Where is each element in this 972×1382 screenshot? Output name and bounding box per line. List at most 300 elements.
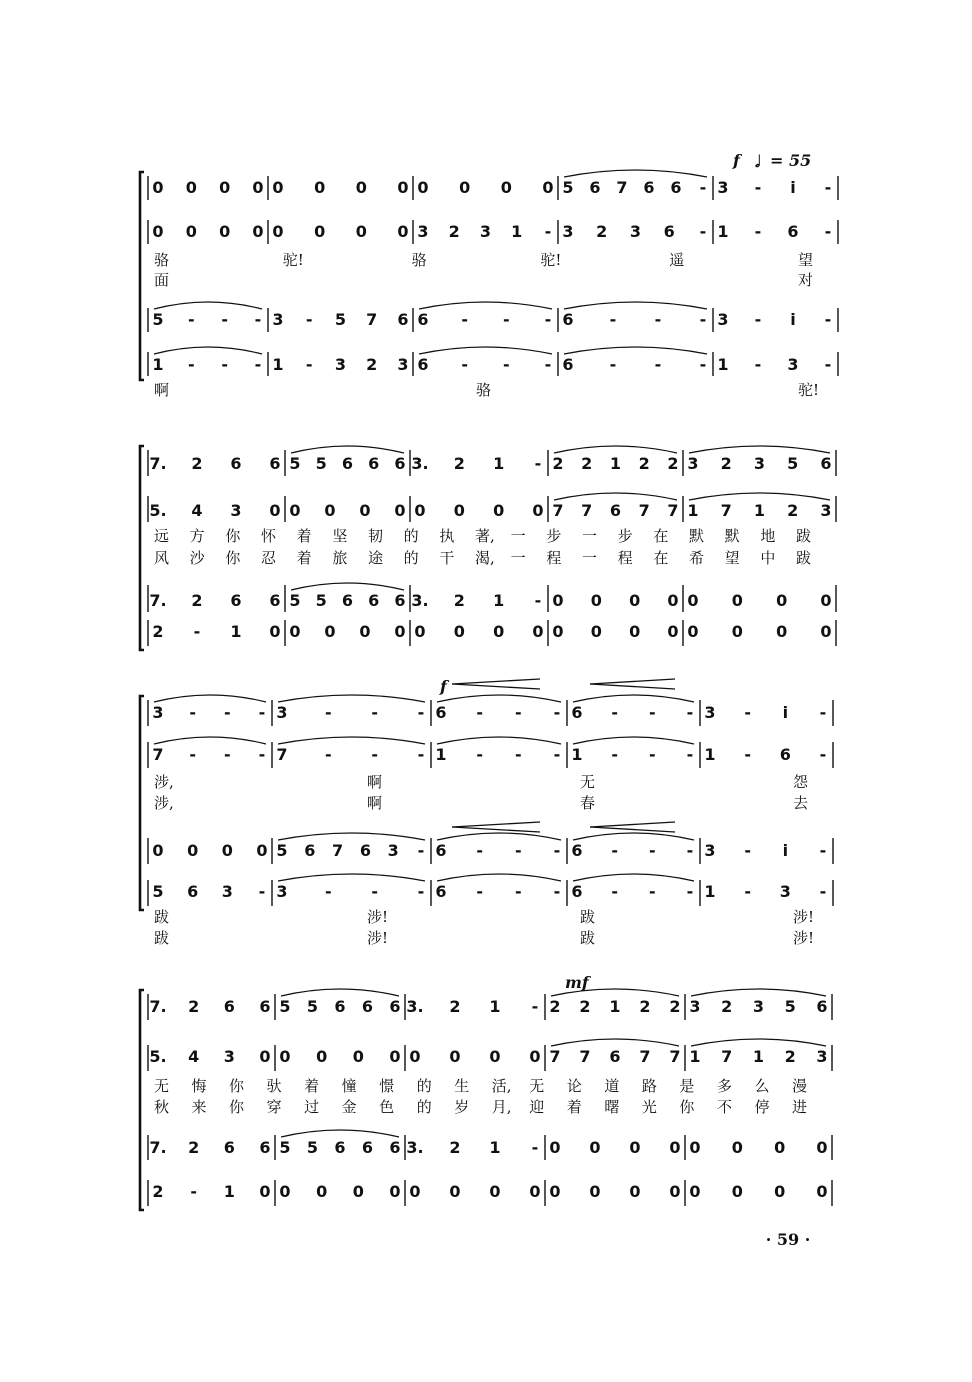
system-bracket [140, 696, 144, 910]
note: 0 [414, 501, 426, 520]
note: 0 [394, 501, 406, 520]
system-1 [140, 170, 838, 399]
note: 5 [289, 591, 301, 610]
lyric-syllable: 跋 [796, 549, 812, 567]
lyric-syllable: 涉! [793, 908, 815, 926]
note: 0 [820, 591, 832, 610]
note: 6 [670, 178, 682, 197]
note: - [819, 703, 827, 722]
lyric-syllable: 途 [368, 549, 384, 567]
note: 0 [529, 1182, 541, 1201]
note: 0 [689, 1138, 701, 1157]
system-bracket [140, 990, 144, 1210]
note: 0 [489, 1182, 501, 1201]
lyric-syllable: 著, [475, 527, 495, 545]
note: - [654, 310, 662, 329]
note: 6 [820, 454, 832, 473]
lyric-syllable: 涉, [154, 773, 174, 791]
note: - [193, 622, 201, 641]
lyric-syllable: 干 [439, 549, 455, 567]
note: 7. [149, 454, 167, 473]
note: 0 [731, 622, 743, 641]
system-bracket [140, 172, 144, 380]
page-number: · 59 · [765, 1230, 811, 1249]
lyric-syllable: 程 [546, 549, 562, 567]
note: 0 [489, 1047, 501, 1066]
note: 1 [689, 1047, 701, 1066]
note: 5 [306, 1138, 319, 1157]
note: 3 [397, 355, 409, 374]
slur [419, 302, 552, 309]
note: 7 [152, 745, 164, 764]
note: 0 [324, 622, 336, 641]
lyric-syllable: 地 [760, 527, 776, 545]
note: 6 [334, 997, 346, 1016]
note: 0 [453, 501, 465, 520]
lyric-syllable: 骆 [476, 381, 492, 399]
note: - [553, 745, 561, 764]
note: 0 [629, 622, 641, 641]
lyric-syllable: 曙 [604, 1098, 620, 1116]
note: 0 [221, 841, 233, 860]
note: 6 [341, 591, 354, 610]
crescendo-hairpin [452, 684, 540, 689]
note: 0 [352, 1047, 364, 1066]
note: 6 [394, 591, 406, 610]
note: 7 [667, 501, 679, 520]
slur [691, 989, 826, 996]
note: 0 [500, 178, 512, 197]
lyric-syllable: 默 [689, 527, 705, 545]
note: - [611, 882, 618, 901]
note: 2 [721, 997, 733, 1016]
note: 0 [269, 501, 281, 520]
lyric-syllable: 方 [189, 527, 205, 545]
note: 6 [643, 178, 655, 197]
system-3 [140, 677, 833, 947]
note: 5 [334, 310, 347, 329]
note: 2 [579, 997, 591, 1016]
lyric-syllable: 一 [582, 527, 598, 545]
note: 0 [589, 1138, 601, 1157]
lyric-syllable: 穿 [266, 1098, 282, 1116]
note: 0 [279, 1047, 291, 1066]
note: 0 [731, 1138, 743, 1157]
lyric-syllable: 一 [510, 527, 526, 545]
note: 0 [185, 178, 197, 197]
note: - [515, 745, 522, 764]
note: 6 [269, 591, 281, 610]
note: 0 [820, 622, 832, 641]
note: 0 [389, 1182, 401, 1201]
note: 5. [149, 1047, 167, 1066]
note: 4 [191, 501, 203, 520]
note: 0 [152, 178, 164, 197]
slur [554, 446, 677, 453]
note: 0 [355, 222, 367, 241]
note: - [819, 745, 827, 764]
note: - [686, 745, 694, 764]
note: 0 [459, 178, 471, 197]
lyric-syllable: 生 [454, 1077, 470, 1095]
note: 2 [638, 454, 650, 473]
note: 5 [279, 1138, 291, 1157]
lyric-syllable: 秋 [154, 1098, 170, 1116]
note: 6 [589, 178, 601, 197]
lyric-syllable: 风 [154, 549, 170, 567]
lyric-syllable: 来 [191, 1098, 207, 1116]
note: 6 [571, 882, 583, 901]
lyric-syllable: 悔 [191, 1077, 207, 1095]
note: 0 [449, 1047, 461, 1066]
note: 1 [571, 745, 583, 764]
note: 6 [341, 454, 354, 473]
lyric-syllable: 憬 [379, 1077, 395, 1095]
note: - [611, 703, 618, 722]
lyric-syllable: 涉, [154, 794, 174, 812]
note: 0 [669, 1138, 681, 1157]
note: - [824, 178, 832, 197]
note: 3 [272, 310, 284, 329]
note: - [221, 310, 228, 329]
note: 5 [152, 310, 164, 329]
note: 2 [449, 997, 461, 1016]
note: 0 [389, 1047, 401, 1066]
crescendo-hairpin [590, 679, 675, 684]
note: 2 [669, 997, 681, 1016]
note: 0 [776, 591, 788, 610]
note: 3 [417, 222, 429, 241]
lyric-syllable: 着 [296, 527, 312, 545]
note: 3 [717, 178, 729, 197]
lyric-syllable: 啊 [367, 794, 383, 812]
note: 2 [552, 454, 564, 473]
note: 0 [449, 1182, 461, 1201]
note: i [790, 310, 796, 329]
lyric-syllable: 着 [304, 1077, 320, 1095]
note: 0 [687, 591, 699, 610]
note: 0 [774, 1182, 786, 1201]
lyric-syllable: 去 [793, 794, 809, 812]
note: - [417, 745, 425, 764]
lyric-syllable: 跋 [580, 908, 596, 926]
note: 1 [493, 454, 505, 473]
lyric-syllable: 望 [724, 549, 740, 567]
note: - [325, 745, 332, 764]
note: - [224, 703, 231, 722]
staff-2 [148, 1039, 832, 1116]
note: 0 [352, 1182, 364, 1201]
note: - [699, 178, 707, 197]
note: 0 [409, 1047, 421, 1066]
note: 3 [820, 501, 832, 520]
note: - [417, 882, 425, 901]
note: - [649, 841, 656, 860]
note: 2 [549, 997, 561, 1016]
note: 0 [289, 501, 301, 520]
note: - [325, 882, 332, 901]
crescendo-hairpin [452, 679, 540, 684]
note: 6 [259, 997, 271, 1016]
note: 0 [669, 1182, 681, 1201]
note: 7 [721, 1047, 733, 1066]
note: 0 [589, 1182, 601, 1201]
slur [573, 874, 694, 881]
note: 5 [152, 882, 164, 901]
note: 1 [223, 1182, 235, 1201]
note: 0 [259, 1047, 271, 1066]
note: 3 [152, 703, 164, 722]
note: - [744, 703, 751, 722]
note: - [553, 841, 561, 860]
slur [564, 302, 707, 309]
note: 0 [152, 222, 164, 241]
staff-1 [148, 446, 836, 476]
note: 0 [252, 178, 264, 197]
lyric-syllable: 岁 [454, 1098, 470, 1116]
note: - [819, 841, 827, 860]
note: 0 [629, 1138, 641, 1157]
slur [419, 347, 552, 354]
lyric-syllable: 程 [617, 549, 633, 567]
note: 6 [816, 997, 828, 1016]
lyric-syllable: 跋 [580, 929, 596, 947]
note: - [531, 1138, 539, 1157]
note: 0 [289, 622, 301, 641]
note: 0 [252, 222, 264, 241]
note: 0 [355, 178, 367, 197]
note: - [654, 355, 662, 374]
lyric-syllable: 骆 [154, 251, 170, 269]
note: 7 [638, 501, 650, 520]
note: - [531, 997, 539, 1016]
note: 3. [406, 997, 424, 1016]
note: - [534, 591, 542, 610]
note: 2 [152, 622, 164, 641]
note: 6 [435, 841, 447, 860]
lyric-syllable: 跋 [796, 527, 812, 545]
note: 3 [779, 882, 791, 901]
note: - [754, 355, 762, 374]
staff-3 [148, 833, 833, 864]
note: 0 [816, 1138, 828, 1157]
note: - [503, 355, 510, 374]
note: - [754, 178, 762, 197]
lyric-syllable: 怀 [261, 527, 277, 545]
crescendo-hairpin [590, 822, 675, 827]
note: - [649, 882, 656, 901]
note: 0 [552, 591, 564, 610]
lyric-syllable: 金 [341, 1098, 357, 1116]
lyric-syllable: 沙 [189, 549, 205, 567]
slur [573, 833, 694, 840]
note: 1 [272, 355, 284, 374]
note: 0 [453, 622, 465, 641]
note: 6 [361, 997, 374, 1016]
note: 5 [289, 454, 301, 473]
note: 7. [149, 1138, 167, 1157]
note: - [258, 703, 266, 722]
slur [564, 347, 707, 354]
note: - [824, 222, 832, 241]
note: 7 [639, 1047, 651, 1066]
staff-2 [148, 220, 838, 289]
system-2 [140, 446, 836, 650]
note: 3 [221, 882, 233, 901]
note: 7 [669, 1047, 681, 1066]
note: 2 [453, 454, 465, 473]
note: 7 [549, 1047, 561, 1066]
lyric-syllable: 骆 [411, 251, 427, 269]
note: - [609, 355, 617, 374]
note: 1 [609, 454, 622, 473]
note: 6 [394, 454, 406, 473]
note: 0 [493, 501, 505, 520]
tempo-dynamic: f [733, 151, 740, 170]
lyric-syllable: 面 [154, 271, 170, 289]
note: 1 [753, 501, 766, 520]
lyric-syllable: 旅 [332, 549, 348, 567]
note: - [744, 841, 751, 860]
lyric-syllable: 憧 [341, 1077, 357, 1095]
note: - [188, 355, 195, 374]
note: - [503, 310, 510, 329]
note: 3 [276, 882, 288, 901]
note: 5 [306, 997, 319, 1016]
note: 6 [663, 222, 675, 241]
staff-4 [148, 620, 836, 646]
note: 5 [276, 841, 288, 860]
note: 7 [332, 841, 344, 860]
note: - [824, 310, 832, 329]
lyric-syllable: 涉! [367, 908, 389, 926]
note: 6 [223, 1138, 235, 1157]
lyric-syllable: 对 [798, 271, 814, 289]
note: - [515, 703, 522, 722]
staff-2 [148, 737, 833, 812]
note: 1 [704, 745, 716, 764]
note: 0 [549, 1138, 561, 1157]
note: - [686, 841, 694, 860]
lyric-syllable: 跋 [154, 908, 170, 926]
note: - [371, 745, 378, 764]
note: 0 [316, 1182, 328, 1201]
note: - [325, 703, 332, 722]
crescendo-hairpin [452, 827, 540, 832]
note: 7. [149, 591, 167, 610]
note: - [461, 355, 468, 374]
note: - [553, 882, 561, 901]
note: - [305, 310, 313, 329]
note: 6 [435, 703, 447, 722]
lyric-syllable: 着 [566, 1098, 582, 1116]
note: 4 [188, 1047, 200, 1066]
note: 0 [409, 1182, 421, 1201]
lyric-syllable: 进 [792, 1098, 808, 1116]
note: 2 [449, 1138, 461, 1157]
lyric-syllable: 啊 [154, 381, 170, 399]
slur [689, 446, 830, 453]
lyric-syllable: 默 [724, 527, 740, 545]
note: - [744, 882, 751, 901]
lyric-syllable: 远 [154, 527, 170, 545]
crescendo-hairpin [452, 822, 540, 827]
slur [437, 874, 561, 881]
note: - [258, 882, 266, 901]
lyric-syllable: 你 [679, 1098, 695, 1116]
note: - [189, 703, 196, 722]
note: - [476, 841, 483, 860]
slur [154, 695, 266, 702]
note: 0 [256, 841, 268, 860]
staff-3 [148, 583, 836, 612]
note: 6 [435, 882, 447, 901]
lyric-syllable: 春 [580, 794, 596, 812]
slur [689, 493, 830, 500]
note: 7 [276, 745, 288, 764]
note: 0 [552, 622, 564, 641]
staff-1 [148, 170, 838, 200]
lyric-syllable: 无 [154, 1077, 170, 1095]
note: 6 [259, 1138, 271, 1157]
note: 0 [269, 622, 281, 641]
note: 2 [787, 501, 799, 520]
slur [564, 170, 707, 177]
note: 0 [314, 222, 326, 241]
note: 0 [314, 178, 326, 197]
note: 2 [188, 1138, 200, 1157]
note: - [649, 745, 656, 764]
note: 3 [223, 1047, 235, 1066]
note: 5 [787, 454, 799, 473]
note: 3. [406, 1138, 424, 1157]
note: 1 [717, 222, 729, 241]
note: - [699, 355, 707, 374]
note: 2 [453, 591, 465, 610]
note: 2 [191, 454, 203, 473]
note: 3 [787, 355, 799, 374]
note: 1 [489, 997, 501, 1016]
note: - [649, 703, 656, 722]
staff-4 [148, 1180, 832, 1206]
note: - [819, 882, 827, 901]
note: 3 [479, 222, 492, 241]
note: i [782, 841, 789, 860]
lyric-syllable: 你 [229, 1098, 245, 1116]
note: 0 [219, 178, 231, 197]
lyric-syllable: 渴, [475, 549, 495, 567]
note: 0 [359, 501, 371, 520]
note: 0 [542, 178, 554, 197]
slur [281, 1130, 399, 1137]
note: - [515, 841, 522, 860]
slur [281, 989, 399, 996]
lyric-syllable: 的 [403, 549, 419, 567]
note: - [609, 310, 617, 329]
note: 0 [279, 1182, 291, 1201]
note: 0 [687, 622, 699, 641]
note: 6 [417, 355, 429, 374]
note: 3 [230, 501, 242, 520]
lyric-syllable: 跋 [154, 929, 170, 947]
note: 2 [720, 454, 732, 473]
note: 3 [276, 703, 288, 722]
note: 2 [784, 1047, 796, 1066]
note: 1 [717, 355, 729, 374]
slur [154, 347, 262, 354]
note: 6 [389, 1138, 401, 1157]
note: 0 [667, 622, 679, 641]
